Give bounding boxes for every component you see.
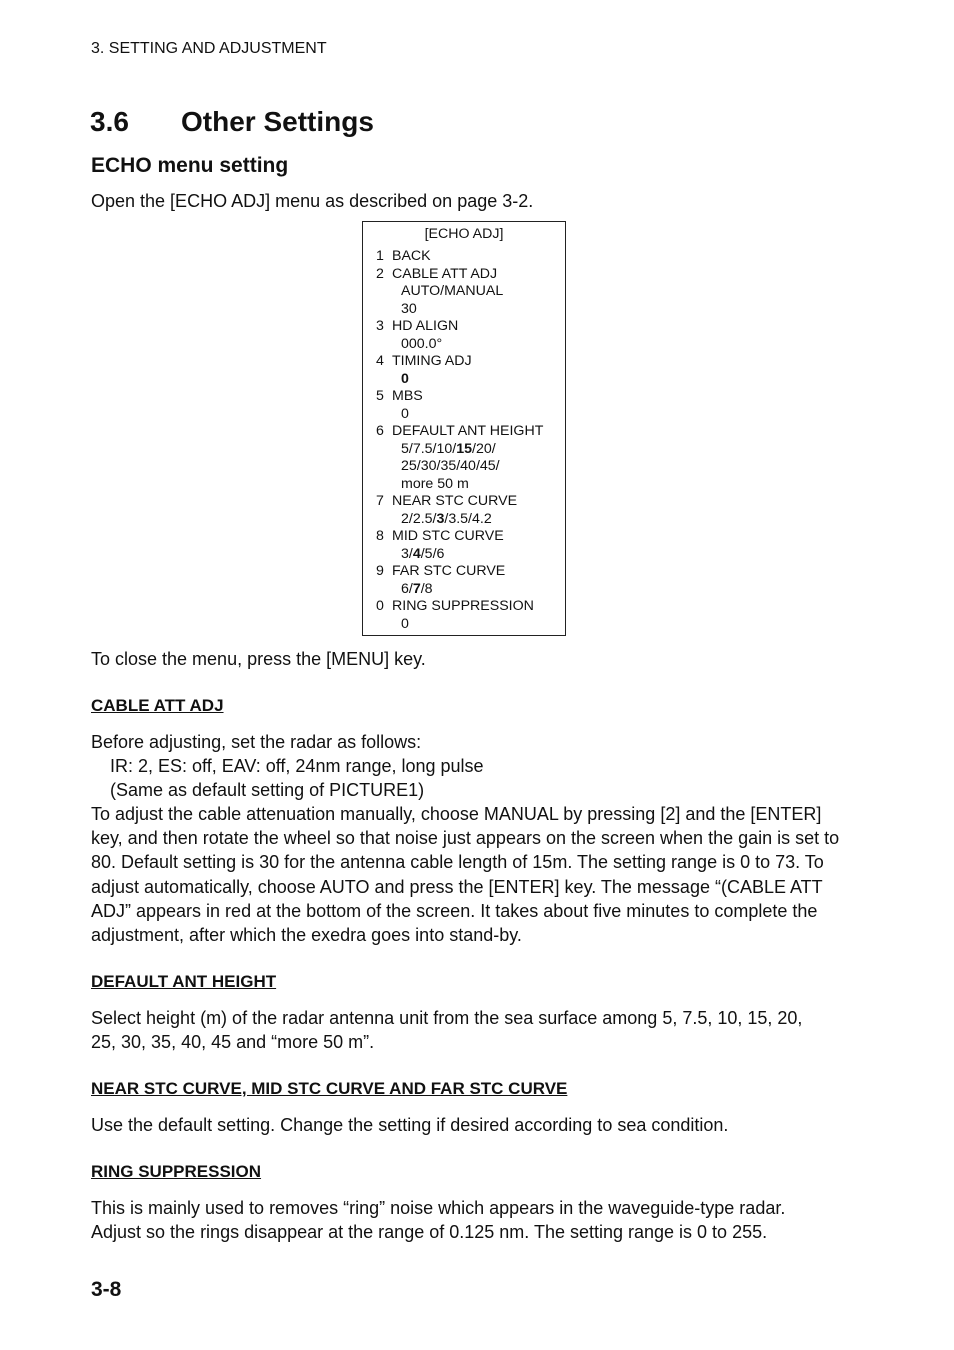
option-default-value: 15 [456, 440, 473, 457]
cable-att-settings: IR: 2, ES: off, EAV: off, 24nm range, long pulse [110, 756, 484, 776]
option-text: more 50 m [401, 475, 469, 492]
menu-item-option [376, 476, 543, 494]
close-menu-paragraph: To close the menu, press the [MENU] key. [91, 649, 426, 669]
menu-item-number: 3 [376, 318, 384, 334]
stc-body: Use the default setting. Change the setting if desired according to sea condition. [91, 1115, 729, 1135]
menu-item-label: MBS [392, 388, 423, 404]
menu-item-list [376, 248, 543, 633]
option-text: 000.0° [401, 335, 443, 352]
echo-adj-menu-figure [362, 221, 566, 636]
default-ant-body: Select height (m) of the radar antenna unit from the sea surface among 5, 7.5, 10, 15, 20, 25, 30, 35, 40, 45 and “more 50 m”. [91, 1008, 803, 1053]
menu-item-number: 4 [376, 353, 384, 369]
menu-item-number: 7 [376, 493, 384, 509]
menu-item [376, 353, 543, 371]
stc-heading: NEAR STC CURVE, MID STC CURVE AND FAR STC CURVE [91, 1079, 568, 1098]
menu-item-label: HD ALIGN [392, 318, 459, 334]
default-ant-heading: DEFAULT ANT HEIGHT [91, 972, 277, 991]
option-default-value: 7 [412, 580, 421, 597]
cable-att-heading: CABLE ATT ADJ [91, 696, 224, 715]
option-text: 5/7.5/10/ [401, 440, 457, 457]
menu-item-option [376, 336, 543, 354]
menu-item-number: 8 [376, 528, 384, 544]
option-text: AUTO/MANUAL [401, 283, 504, 299]
option-text: 3/ [401, 545, 413, 562]
option-text: 30 [401, 300, 417, 317]
subsection-title: ECHO menu setting [91, 154, 289, 177]
menu-item-option [376, 371, 543, 389]
menu-item [376, 563, 543, 581]
menu-item [376, 493, 543, 511]
menu-item-option [376, 546, 543, 564]
menu-item-label: TIMING ADJ [392, 353, 472, 369]
section-number: 3.6 [90, 106, 129, 137]
menu-item-number: 0 [376, 598, 384, 614]
menu-item-label: FAR STC CURVE [392, 563, 506, 579]
menu-item-number: 1 [376, 248, 384, 264]
option-text: 25/30/35/40/45/ [401, 458, 500, 474]
menu-item [376, 318, 543, 336]
section-title-text: Other Settings [181, 106, 374, 137]
menu-item-number: 6 [376, 423, 384, 439]
option-text: /5/6 [420, 545, 445, 562]
option-text: /20/ [472, 440, 496, 457]
menu-item-label: BACK [392, 248, 431, 264]
option-text: 6/ [401, 580, 413, 597]
ring-heading: RING SUPPRESSION [91, 1162, 262, 1181]
menu-item-option [376, 458, 543, 476]
menu-item-label: RING SUPPRESSION [392, 598, 534, 614]
menu-item [376, 528, 543, 546]
intro-paragraph: Open the [ECHO ADJ] menu as described on page 3-2. [91, 191, 534, 211]
menu-item-option [376, 581, 543, 599]
menu-item-option [376, 406, 543, 424]
menu-item-number: 9 [376, 563, 384, 579]
menu-item [376, 388, 543, 406]
menu-item [376, 598, 543, 616]
menu-title: [ECHO ADJ] [424, 226, 504, 242]
menu-item-label: DEFAULT ANT HEIGHT [392, 423, 544, 439]
option-default-value: 3 [436, 510, 445, 527]
cable-att-body: To adjust the cable attenuation manually, choose MANUAL by pressing [2] and the [ENTER] key, and then rotate the wheel so that noise just appears on the screen when the gain is set to 80. Default setting is 30 for the antenna cable length of 15m. The setting range is 0 to 73. To adjust automatically, choose AUTO and press the [ENTER] key. The message “(CABLE ATT ADJ” appears in red at the bottom of the screen. It takes about five minutes to complete the adjustment, after which the exedra goes into stand-by. [91, 804, 840, 946]
option-default-value: 0 [401, 370, 409, 387]
menu-item-option [376, 511, 543, 529]
menu-item-label: MID STC CURVE [392, 528, 504, 544]
menu-item-number: 5 [376, 388, 384, 404]
page-number: 3-8 [91, 1278, 122, 1301]
menu-item-option [376, 301, 543, 319]
menu-item [376, 248, 543, 266]
option-text: 2/2.5/ [401, 510, 437, 527]
ring-body: This is mainly used to removes “ring” noise which appears in the waveguide-type radar. Adjust so the rings disappear at the range of 0.125 nm. The setting range is 0 to 255. [91, 1198, 786, 1243]
option-text: 0 [401, 405, 409, 422]
option-text: /3.5/4.2 [444, 510, 492, 527]
menu-item [376, 423, 543, 441]
menu-item [376, 266, 543, 284]
cable-att-note: (Same as default setting of PICTURE1) [110, 780, 425, 800]
cable-att-lead: Before adjusting, set the radar as follows: [91, 732, 422, 752]
menu-item-option [376, 616, 543, 634]
menu-item-number: 2 [376, 265, 384, 282]
menu-item-option [376, 441, 543, 459]
menu-item-option [376, 283, 543, 301]
running-head: 3. SETTING AND ADJUSTMENT [91, 40, 327, 57]
menu-item-label: NEAR STC CURVE [392, 493, 518, 509]
option-text: /8 [420, 580, 433, 597]
option-default-value: 4 [412, 545, 421, 562]
section-title [90, 106, 374, 138]
menu-item-label: CABLE ATT ADJ [392, 265, 498, 282]
option-text: 0 [401, 615, 409, 632]
